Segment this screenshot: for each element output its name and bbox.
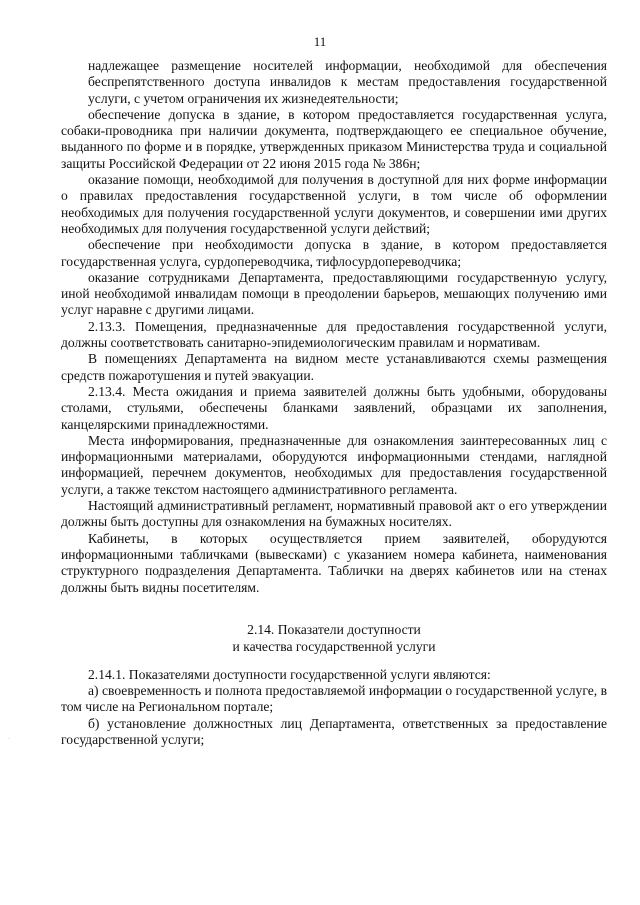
- paragraph-indicator-b: б) установление должностных лиц Департамента, ответственных за предоставление государственной услуги;: [61, 715, 607, 747]
- paragraph-guide-dog-admission: обеспечение допуска в здание, в котором предоставляется государственная услуга, собаки-проводника при наличии документа, подтверждающего ее специальное обучение, выданного по форме и в порядке, утвержденных приказом Министерства труда и социальной защиты Российской Федерации от 22 июня 2015 года № 386н;: [61, 106, 607, 171]
- paragraph-2-13-4-waiting-areas: 2.13.4. Места ожидания и приема заявителей должны быть удобными, оборудованы столами, стульями, обеспечены бланками заявлений, образцами их заполнения, канцелярскими принадлежностями.: [61, 383, 607, 432]
- paragraph-staff-assistance: оказание сотрудниками Департамента, предоставляющими государственную услугу, иной необходимой инвалидам помощи в преодолении барьеров, мешающих получению ими услуг наравне с другими лицами.: [61, 269, 607, 318]
- paragraph-2-13-3-premises: 2.13.3. Помещения, предназначенные для предоставления государственной услуги, должны соответствовать санитарно-эпидемиологическим правилам и нормативам.: [61, 318, 607, 351]
- paragraph-interpreter-admission: обеспечение при необходимости допуска в здание, в котором предоставляется государственная услуга, сурдопереводчика, тифлосурдопереводчика;: [61, 237, 607, 269]
- paragraph-evacuation-schemes: В помещениях Департамента на видном месте устанавливаются схемы размещения средств пожаротушения и путей эвакуации.: [61, 351, 607, 383]
- scan-margin-mark: ·: [8, 736, 10, 743]
- page-number: 11: [313, 34, 327, 49]
- paragraph-2-14-1-indicators: 2.14.1. Показателями доступности государственной услуги являются:: [88, 666, 491, 682]
- paragraph-office-signs: Кабинеты, в которых осуществляется прием заявителей, оборудуются информационными табличками (вывесками) с указанием номера кабинета, наименования структурного подразделения Департамента. Таблички на дверях кабинетов или на стенах должны быть видны посетителям.: [61, 530, 607, 595]
- document-body: [61, 58, 607, 748]
- heading-spacer: [61, 605, 607, 621]
- section-heading-line-1: 2.14. Показатели доступности: [247, 621, 421, 637]
- paragraph-information-places: Места информирования, предназначенные для ознакомления заинтересованных лиц с информационными материалами, оборудуются информационными стендами, наглядной информацией, перечнем документов, необходимых для предоставления государственной услуги, а также текстом настоящего административного регламента.: [61, 432, 607, 497]
- paragraph-accessibility-placement: надлежащее размещение носителей информации, необходимой для обеспечения беспрепятственного доступа инвалидов к местам предоставления государственной услуги, с учетом ограничения их жизнедеятельности;: [88, 58, 607, 106]
- paragraph-indicator-a: а) своевременность и полнота предоставляемой информации о государственной услуге, в том числе на Региональном портале;: [61, 683, 607, 715]
- paragraph-regulation-availability: Настоящий административный регламент, нормативный правовой акт о его утверждении должны быть доступны для ознакомления на бумажных носителях.: [61, 498, 607, 530]
- paragraph-assistance-information: оказание помощи, необходимой для получения в доступной для них форме информации о правилах предоставления государственной услуги, в том числе об оформлении необходимых для получения государственной услуги документов, и совершении ими других необходимых для получения государственной услуги действий;: [61, 172, 607, 236]
- section-heading-line-2: и качества государственной услуги: [232, 638, 436, 654]
- section-heading: [61, 596, 607, 667]
